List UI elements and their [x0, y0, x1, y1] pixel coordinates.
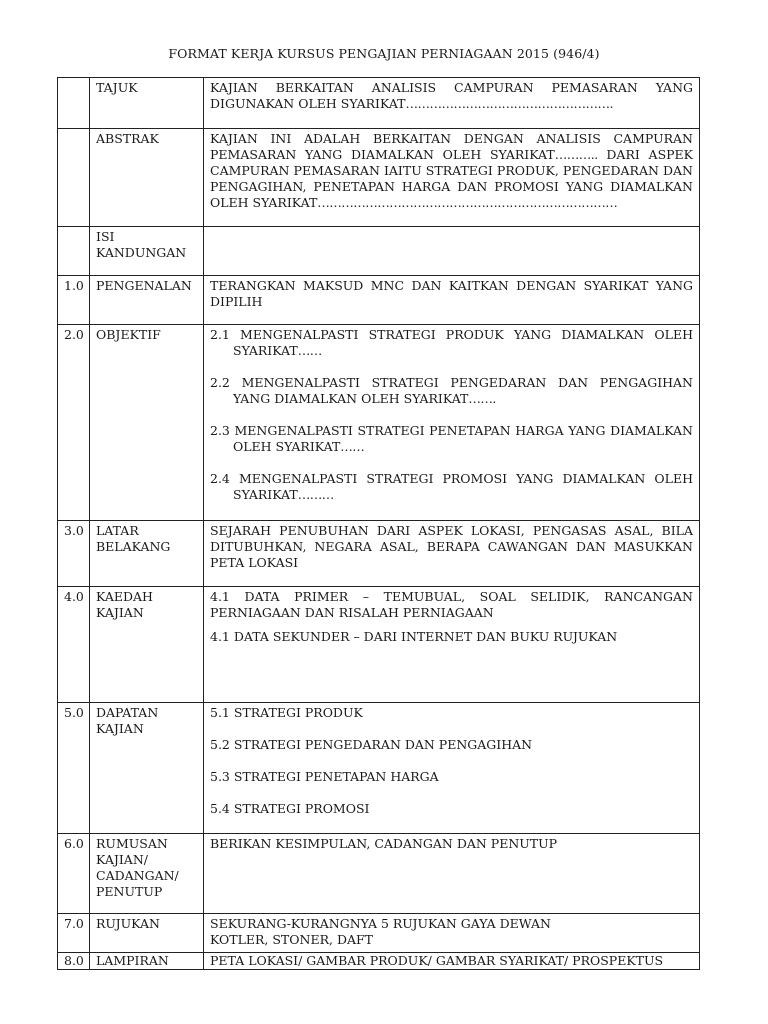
- list-item: 5.2 STRATEGI PENGEDARAN DAN PENGAGIHAN: [210, 737, 533, 752]
- list-item: 4.1 DATA PRIMER – TEMUBUAL, SOAL SELIDIK, RANCANGAN PERNIAGAAN DAN RISALAH PERNIAGAAN: [210, 589, 693, 620]
- table-row-abstrak: [58, 129, 700, 227]
- table-row-kaedah-kajian: [58, 587, 700, 703]
- table-row-latar-belakang: [58, 521, 700, 587]
- table-row-rujukan: [58, 914, 700, 953]
- section-label-rujukan: RUJUKAN: [90, 914, 204, 953]
- row-number: [58, 78, 90, 129]
- table-row-rumusan-kajian: [58, 834, 700, 914]
- table-row-lampiran: [58, 953, 700, 970]
- list-item: 2.2 MENGENALPASTI STRATEGI PENGEDARAN DAN PENGAGIHAN YANG DIAMALKAN OLEH SYARIKAT…….: [210, 375, 693, 406]
- coursework-format-table: [57, 77, 700, 970]
- row-number: 8.0: [58, 953, 90, 970]
- list-item: 5.1 STRATEGI PRODUK: [210, 705, 363, 720]
- row-number: 6.0: [58, 834, 90, 914]
- row-number: 2.0: [58, 325, 90, 521]
- row-number: [58, 129, 90, 227]
- table-row-pengenalan: [58, 276, 700, 325]
- page-title: FORMAT KERJA KURSUS PENGAJIAN PERNIAGAAN 2015 (946/4): [168, 46, 600, 61]
- section-label-lampiran: LAMPIRAN: [90, 953, 204, 970]
- row-number: 7.0: [58, 914, 90, 953]
- section-label-kaedah-kajian: KAEDAH KAJIAN: [90, 587, 204, 703]
- section-label-abstrak: ABSTRAK: [90, 129, 204, 227]
- section-description-pengenalan: TERANGKAN MAKSUD MNC DAN KAITKAN DENGAN SYARIKAT YANG DIPILIH: [204, 276, 700, 325]
- list-item: 2.3 MENGENALPASTI STRATEGI PENETAPAN HARGA YANG DIAMALKAN OLEH SYARIKAT……: [210, 423, 693, 454]
- list-item: 5.3 STRATEGI PENETAPAN HARGA: [210, 769, 439, 784]
- section-label-isi-kandungan: ISI KANDUNGAN: [90, 227, 204, 276]
- table-row-dapatan-kajian: [58, 703, 700, 834]
- list-item: 4.1 DATA SEKUNDER – DARI INTERNET DAN BUKU RUJUKAN: [210, 629, 618, 644]
- row-number: 5.0: [58, 703, 90, 834]
- table-row-tajuk: [58, 78, 700, 129]
- section-description-objektif: [204, 325, 700, 521]
- section-description-lampiran: PETA LOKASI/ GAMBAR PRODUK/ GAMBAR SYARIKAT/ PROSPEKTUS: [204, 953, 700, 970]
- row-number: 3.0: [58, 521, 90, 587]
- section-description-abstrak: KAJIAN INI ADALAH BERKAITAN DENGAN ANALISIS CAMPURAN PEMASARAN YANG DIAMALKAN OLEH SYARIKAT……….. DARI ASPEK CAMPURAN PEMASARAN IAITU STRATEGI PRODUK, PENGEDARAN DAN PENGAGIHAN, PENETAPAN HARGA DAN PROMOSI YANG DIAMALKAN OLEH SYARIKAT…………………………………………………………………: [204, 129, 700, 227]
- section-label-dapatan-kajian: DAPATAN KAJIAN: [90, 703, 204, 834]
- list-item: 2.1 MENGENALPASTI STRATEGI PRODUK YANG DIAMALKAN OLEH SYARIKAT……: [210, 327, 693, 358]
- list-item: 2.4 MENGENALPASTI STRATEGI PROMOSI YANG DIAMALKAN OLEH SYARIKAT………: [210, 471, 693, 502]
- section-label-pengenalan: PENGENALAN: [90, 276, 204, 325]
- row-number: 4.0: [58, 587, 90, 703]
- table-row-isi-kandungan: [58, 227, 700, 276]
- section-label-rumusan-kajian: RUMUSAN KAJIAN/ CADANGAN/ PENUTUP: [90, 834, 204, 914]
- list-item: 5.4 STRATEGI PROMOSI: [210, 801, 370, 816]
- section-description-rumusan-kajian: BERIKAN KESIMPULAN, CADANGAN DAN PENUTUP: [204, 834, 700, 914]
- row-number: [58, 227, 90, 276]
- section-label-objektif: OBJEKTIF: [90, 325, 204, 521]
- section-description-rujukan: SEKURANG-KURANGNYA 5 RUJUKAN GAYA DEWAN KOTLER, STONER, DAFT: [204, 914, 700, 953]
- section-description-dapatan-kajian: [204, 703, 700, 834]
- section-label-latar-belakang: LATAR BELAKANG: [90, 521, 204, 587]
- section-label-tajuk: TAJUK: [90, 78, 204, 129]
- row-number: 1.0: [58, 276, 90, 325]
- table-row-objektif: [58, 325, 700, 521]
- section-description-kaedah-kajian: [204, 587, 700, 703]
- section-description-tajuk: KAJIAN BERKAITAN ANALISIS CAMPURAN PEMASARAN YANG DIGUNAKAN OLEH SYARIKAT…………………………………………….: [204, 78, 700, 129]
- section-description-isi-kandungan: [204, 227, 700, 276]
- section-description-latar-belakang: SEJARAH PENUBUHAN DARI ASPEK LOKASI, PENGASAS ASAL, BILA DITUBUHKAN, NEGARA ASAL, BERAPA CAWANGAN DAN MASUKKAN PETA LOKASI: [204, 521, 700, 587]
